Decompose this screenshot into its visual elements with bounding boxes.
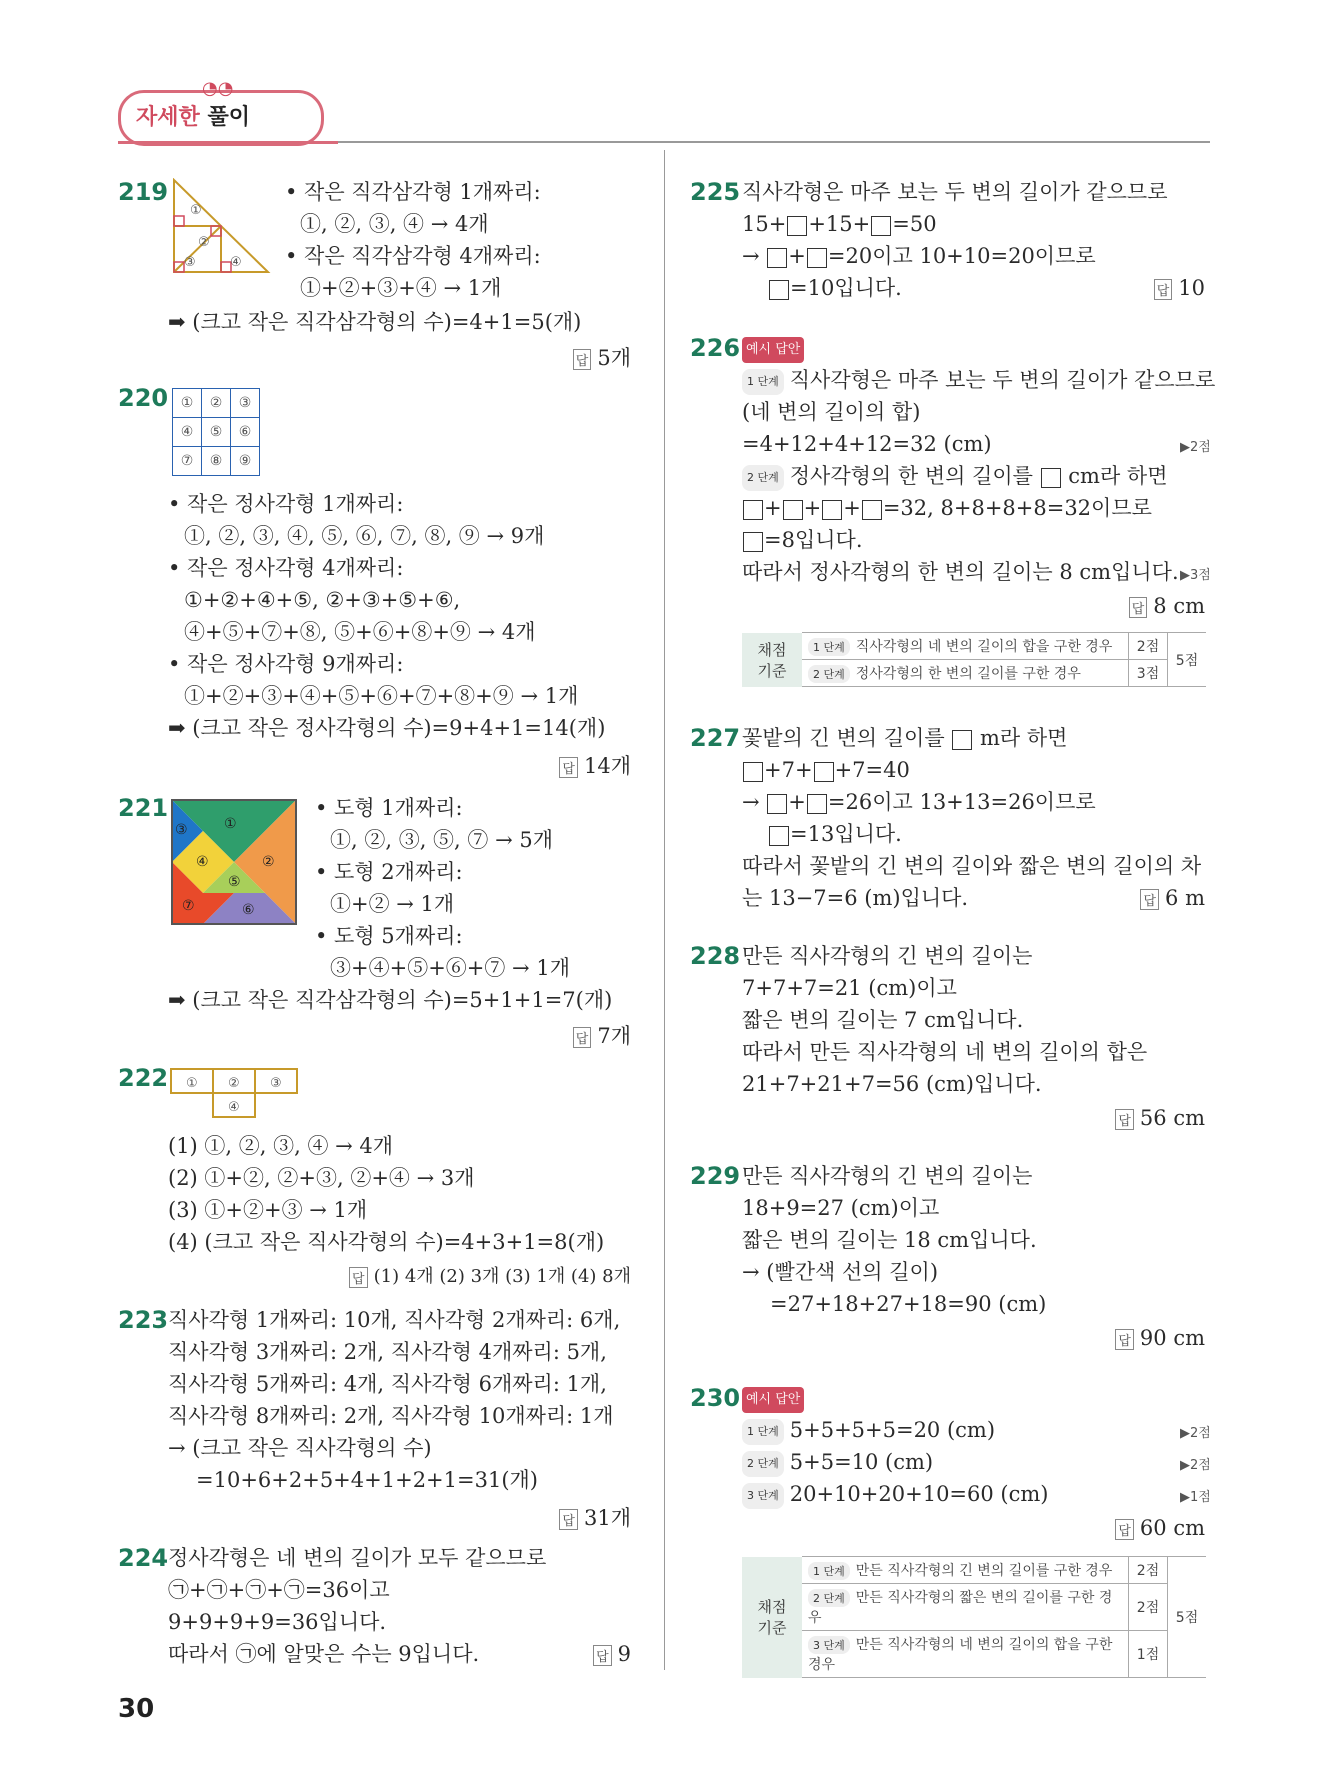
step-label: 2 단계 <box>742 1451 784 1477</box>
problem-number: 230 <box>690 1384 741 1412</box>
answer <box>1129 594 1205 618</box>
text-line: 2 단계 정사각형의 한 변의 길이를 cm라 하면 <box>742 464 1168 491</box>
text-line: 짧은 변의 길이는 18 cm입니다. <box>742 1228 1037 1252</box>
fig-label: ⑤ <box>228 874 241 890</box>
page-number: 30 <box>118 1694 155 1724</box>
text-line: • 작은 직각삼각형 1개짜리: <box>285 180 541 204</box>
text-line: (3) ①+②+③ → 1개 <box>168 1198 368 1222</box>
problem-number: 220 <box>118 384 169 412</box>
blank-box-icon <box>767 794 787 814</box>
answer-value: (1) 4개 (2) 3개 (3) 1개 (4) 8개 <box>373 1266 631 1287</box>
blank-box-icon <box>814 762 834 782</box>
answer-tag: 답 <box>1140 889 1159 910</box>
blank-box-icon <box>769 280 789 300</box>
answer-value: 14개 <box>583 754 631 778</box>
problem-number: 228 <box>690 942 741 970</box>
answer <box>559 750 631 780</box>
answer-tag: 답 <box>573 1027 592 1048</box>
blank-box-icon <box>871 216 891 236</box>
text-line: (1) ①, ②, ③, ④ → 4개 <box>168 1134 394 1158</box>
text-line: 직사각형 8개짜리: 2개, 직사각형 10개짜리: 1개 <box>168 1404 614 1428</box>
answer-tag: 답 <box>1115 1519 1134 1540</box>
grid-cell: ① <box>173 389 202 418</box>
text-line: • 작은 직각삼각형 4개짜리: <box>285 244 541 268</box>
scoring-points: 2점 <box>1129 633 1168 660</box>
text-line: 2 단계 5+5=10 (cm) <box>742 1450 933 1477</box>
scoring-total: 5점 <box>1168 633 1207 687</box>
text-line: =13입니다. <box>768 822 902 846</box>
answer-value: 60 cm <box>1139 1516 1205 1540</box>
text-line: =10+6+2+5+4+1+2+1=31(개) <box>196 1468 539 1492</box>
problem-number: 225 <box>690 178 741 206</box>
text-line: 15+ +15+ =50 <box>742 212 937 236</box>
text-line: (2) ①+②, ②+③, ②+④ → 3개 <box>168 1166 475 1190</box>
answer-value: 90 cm <box>1139 1326 1205 1350</box>
scoring-row: 1 단계 직사각형의 네 변의 길이의 합을 구한 경우 <box>802 633 1129 660</box>
answer <box>573 1020 631 1050</box>
answer <box>1115 1516 1205 1540</box>
triangle-figure <box>172 178 272 274</box>
text-line: 정사각형은 네 변의 길이가 모두 같으므로 <box>168 1546 547 1570</box>
blank-box-icon <box>743 762 763 782</box>
header-title: 자세한 풀이 <box>136 105 250 130</box>
fig-label: ③ <box>270 1076 282 1091</box>
text-line: 따라서 꽃밭의 긴 변의 길이와 짧은 변의 길이의 차 <box>742 854 1202 878</box>
text-line: ➡ (크고 작은 직각삼각형의 수)=5+1+1=7(개) <box>168 988 613 1012</box>
text-line: • 작은 정사각형 1개짜리: <box>168 492 404 516</box>
answer-tag: 답 <box>1129 597 1148 618</box>
text-line: 7+7+7=21 (cm)이고 <box>742 976 957 1000</box>
fig-label: ① <box>224 816 237 832</box>
text-line: → (크고 작은 직사각형의 수) <box>168 1436 432 1460</box>
text-line: 만든 직사각형의 긴 변의 길이는 <box>742 944 1033 968</box>
scoring-points: 2점 <box>1129 1584 1168 1631</box>
text-line: =4+12+4+12=32 (cm) <box>742 432 992 456</box>
text-line: =10입니다. <box>768 276 902 300</box>
scoring-table <box>742 1556 1206 1678</box>
answer-value: 10 <box>1178 276 1205 300</box>
text-line: 1 단계 5+5+5+5=20 (cm) <box>742 1418 995 1445</box>
text-line: + + + =32, 8+8+8+8=32이므로 <box>742 496 1152 520</box>
answer <box>559 1502 631 1532</box>
section-header <box>118 78 338 142</box>
fig-label: ⑥ <box>242 902 255 918</box>
fig-label: ② <box>198 235 210 250</box>
example-badge: 예시 답안 <box>742 1386 804 1413</box>
text-line: ㉠+㉠+㉠+㉠=36이고 <box>168 1578 390 1602</box>
scoring-points: 2점 <box>1129 1557 1168 1584</box>
text-line: +7+ +7=40 <box>742 758 910 782</box>
blank-box-icon <box>783 500 803 520</box>
fig-label: ③ <box>175 822 188 838</box>
header-eyes-icon: ◔◔ <box>202 78 234 99</box>
scoring-points: 1점 <box>1129 1631 1168 1678</box>
example-badge: 예시 답안 <box>742 336 804 363</box>
scoring-label: 채점 기준 <box>742 1557 802 1678</box>
text-line: • 도형 5개짜리: <box>315 924 463 948</box>
fig-label: ② <box>262 854 275 870</box>
text-line: ①+②+③+④+⑤+⑥+⑦+⑧+⑨ → 1개 <box>184 684 579 708</box>
grid-cell: ⑥ <box>231 418 260 447</box>
text-line: (네 변의 길이의 합) <box>742 400 921 424</box>
text-line: 만든 직사각형의 긴 변의 길이는 <box>742 1164 1033 1188</box>
blank-box-icon <box>807 794 827 814</box>
blank-box-icon <box>767 248 787 268</box>
step-label: 1 단계 <box>742 1419 784 1445</box>
square-grid <box>172 388 260 476</box>
problem-number: 222 <box>118 1064 169 1092</box>
header-rule-accent <box>118 141 338 144</box>
points-label: ▶1점 <box>1180 1490 1211 1505</box>
text-line: → + =26이고 13+13=26이므로 <box>742 790 1096 814</box>
text-line: 짧은 변의 길이는 7 cm입니다. <box>742 1008 1024 1032</box>
grid-cell: ⑦ <box>173 447 202 476</box>
answer-tag: 답 <box>349 1267 368 1288</box>
problem-number: 226 <box>690 334 741 362</box>
text-line: 3 단계 20+10+20+10=60 (cm) <box>742 1482 1048 1509</box>
answer-tag: 답 <box>573 349 592 370</box>
text-line: 1 단계 직사각형은 마주 보는 두 변의 길이가 같으므로 <box>742 368 1215 395</box>
problem-number: 221 <box>118 794 169 822</box>
answer-value: 31개 <box>583 1506 631 1530</box>
text-line: 따라서 만든 직사각형의 네 변의 길이의 합은 <box>742 1040 1148 1064</box>
blank-box-icon <box>862 500 882 520</box>
points-label: ▶2점 <box>1180 1426 1211 1441</box>
problem-number: 223 <box>118 1306 169 1334</box>
blank-box-icon <box>807 248 827 268</box>
text-line: ➡ (크고 작은 정사각형의 수)=9+4+1=14(개) <box>168 716 606 740</box>
scoring-row: 1 단계 만든 직사각형의 긴 변의 길이를 구한 경우 <box>802 1557 1129 1584</box>
text-line: 따라서 ㉠에 알맞은 수는 9입니다. <box>168 1642 480 1666</box>
answer-tag: 답 <box>559 757 578 778</box>
text-line: • 작은 정사각형 9개짜리: <box>168 652 404 676</box>
column-divider <box>664 150 665 1670</box>
grid-cell: ⑧ <box>202 447 231 476</box>
points-label: ▶3점 <box>1180 568 1211 583</box>
text-line: 꽃밭의 긴 변의 길이를 m라 하면 <box>742 726 1068 750</box>
text-line: • 도형 2개짜리: <box>315 860 463 884</box>
answer-value: 5개 <box>597 346 631 370</box>
scoring-row: 2 단계 만든 직사각형의 짧은 변의 길이를 구한 경우 <box>802 1584 1129 1631</box>
blank-box-icon <box>743 500 763 520</box>
text-line: ①, ②, ③, ④, ⑤, ⑥, ⑦, ⑧, ⑨ → 9개 <box>184 524 545 548</box>
answer-value: 9 <box>617 1642 631 1666</box>
scoring-points: 3점 <box>1129 660 1168 687</box>
text-line: 9+9+9+9=36입니다. <box>168 1610 387 1634</box>
text-line: 직사각형 5개짜리: 4개, 직사각형 6개짜리: 1개, <box>168 1372 607 1396</box>
rectangle-figure <box>170 1068 300 1120</box>
answer <box>1115 1106 1205 1130</box>
answer-tag: 답 <box>559 1509 578 1530</box>
fig-label: ④ <box>230 255 242 270</box>
blank-box-icon <box>952 730 972 750</box>
answer-tag: 답 <box>1154 279 1173 300</box>
tangram-figure <box>170 798 298 926</box>
answer <box>593 1642 631 1666</box>
text-line: 21+7+21+7=56 (cm)입니다. <box>742 1072 1042 1096</box>
problem-number: 227 <box>690 724 741 752</box>
text-line: 직사각형 3개짜리: 2개, 직사각형 4개짜리: 5개, <box>168 1340 607 1364</box>
text-line: 따라서 정사각형의 한 변의 길이는 8 cm입니다. <box>742 560 1179 584</box>
answer-tag: 답 <box>1115 1329 1134 1350</box>
grid-cell: ② <box>202 389 231 418</box>
scoring-label: 채점 기준 <box>742 633 802 687</box>
text-line: ①, ②, ③, ④ → 4개 <box>300 212 489 236</box>
text-line: (4) (크고 작은 직사각형의 수)=4+3+1=8(개) <box>168 1230 605 1254</box>
text-line: ①+② → 1개 <box>330 892 455 916</box>
grid-cell: ③ <box>231 389 260 418</box>
fig-label: ④ <box>228 1100 240 1115</box>
points-label: ▶2점 <box>1180 440 1211 455</box>
text-line: ③+④+⑤+⑥+⑦ → 1개 <box>330 956 570 980</box>
points-label: ▶2점 <box>1180 1458 1211 1473</box>
step-label: 1 단계 <box>742 369 784 395</box>
header-rule <box>290 141 1210 143</box>
fig-label: ② <box>228 1076 240 1091</box>
problem-number: 229 <box>690 1162 741 1190</box>
grid-cell: ④ <box>173 418 202 447</box>
fig-label: ⑦ <box>182 898 195 914</box>
answer <box>349 1262 631 1288</box>
grid-cell: ⑨ <box>231 447 260 476</box>
answer-tag: 답 <box>1115 1109 1134 1130</box>
answer-value: 8 cm <box>1153 594 1205 618</box>
scoring-row: 3 단계 만든 직사각형의 네 변의 길이의 합을 구한 경우 <box>802 1631 1129 1678</box>
grid-cell: ⑤ <box>202 418 231 447</box>
text-line: 직사각형은 마주 보는 두 변의 길이가 같으므로 <box>742 180 1168 204</box>
text-line: ①, ②, ③, ⑤, ⑦ → 5개 <box>330 828 553 852</box>
blank-box-icon <box>1041 468 1061 488</box>
answer-value: 56 cm <box>1139 1106 1205 1130</box>
text-line: ①+②+③+④ → 1개 <box>300 276 502 300</box>
blank-box-icon <box>769 826 789 846</box>
blank-box-icon <box>787 216 807 236</box>
answer <box>1140 886 1205 910</box>
text-line: → (빨간색 선의 길이) <box>742 1260 939 1284</box>
answer-tag: 답 <box>593 1645 612 1666</box>
text-line: 직사각형 1개짜리: 10개, 직사각형 2개짜리: 6개, <box>168 1308 621 1332</box>
problem-number: 219 <box>118 178 169 206</box>
answer <box>1154 276 1205 300</box>
text-line: 18+9=27 (cm)이고 <box>742 1196 940 1220</box>
fig-label: ③ <box>184 255 196 270</box>
text-line: ①+②+④+⑤, ②+③+⑤+⑥, <box>184 588 461 612</box>
answer-value: 7개 <box>597 1024 631 1048</box>
answer <box>573 342 631 372</box>
scoring-total: 5점 <box>1168 1557 1207 1678</box>
text-line: ④+⑤+⑦+⑧, ⑤+⑥+⑧+⑨ → 4개 <box>184 620 536 644</box>
text-line: • 도형 1개짜리: <box>315 796 463 820</box>
fig-label: ① <box>186 1076 198 1091</box>
scoring-row: 2 단계 정사각형의 한 변의 길이를 구한 경우 <box>802 660 1129 687</box>
text-line: → + =20이고 10+10=20이므로 <box>742 244 1096 268</box>
answer <box>1115 1326 1205 1350</box>
step-label: 3 단계 <box>742 1483 784 1509</box>
blank-box-icon <box>743 532 763 552</box>
text-line: =27+18+27+18=90 (cm) <box>770 1292 1047 1316</box>
fig-label: ④ <box>196 854 209 870</box>
step-label: 2 단계 <box>742 465 784 491</box>
fig-label: ① <box>190 203 202 218</box>
scoring-table <box>742 632 1206 687</box>
blank-box-icon <box>822 500 842 520</box>
problem-number: 224 <box>118 1544 169 1572</box>
text-line: 는 13−7=6 (m)입니다. <box>742 886 969 910</box>
answer-value: 6 m <box>1165 886 1205 910</box>
text-line: =8입니다. <box>742 528 863 552</box>
text-line: • 작은 정사각형 4개짜리: <box>168 556 404 580</box>
text-line: ➡ (크고 작은 직각삼각형의 수)=4+1=5(개) <box>168 310 582 334</box>
